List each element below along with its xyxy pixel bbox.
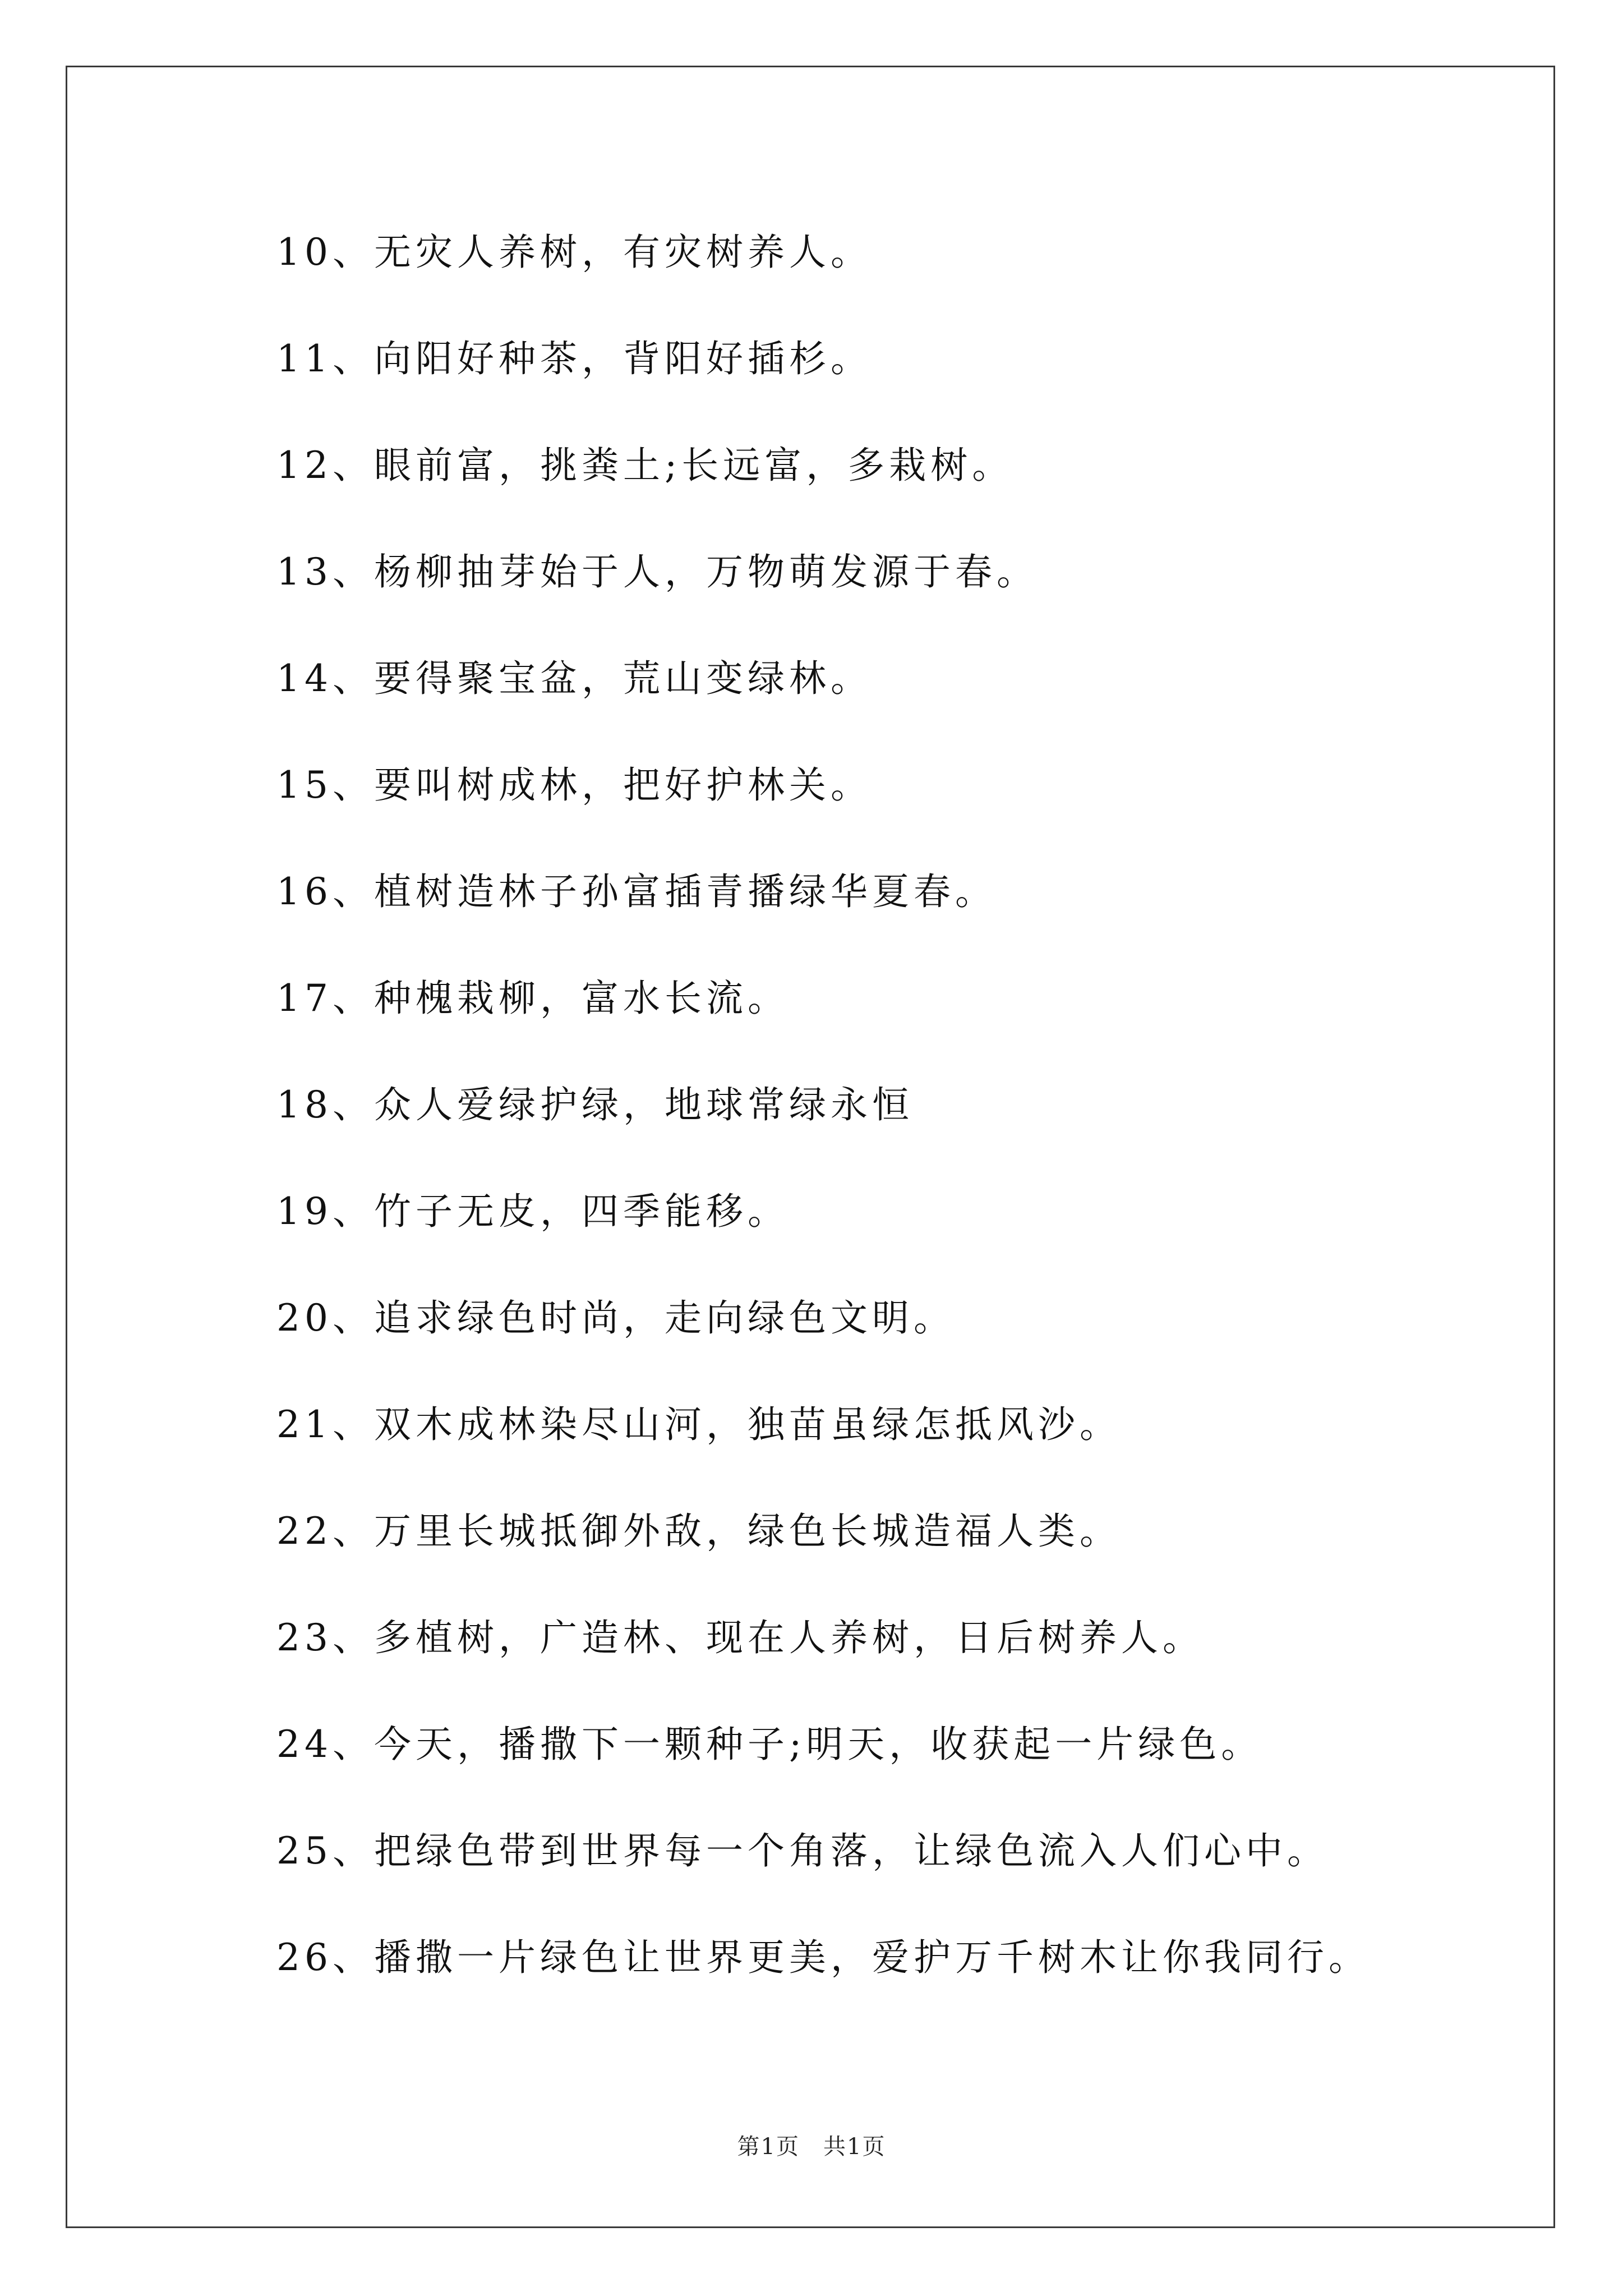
list-item: 25、把绿色带到世界每一个角落，让绿色流入人们心中。	[276, 1829, 1329, 1872]
list-item: 21、双木成林染尽山河，独苗虽绿怎抵风沙。	[276, 1403, 1121, 1446]
list-item: 18、众人爱绿护绿，地球常绿永恒	[276, 1083, 914, 1126]
page-footer: 第1页 共1页	[737, 2134, 886, 2160]
list-item: 10、无灾人养树，有灾树养人。	[276, 231, 872, 274]
list-item: 26、播撒一片绿色让世界更美，爱护万千树木让你我同行。	[276, 1936, 1370, 1979]
list-item: 16、植树造林子孙富插青播绿华夏春。	[276, 870, 997, 913]
list-item: 23、多植树，广造林、现在人养树，日后树养人。	[276, 1616, 1204, 1659]
list-item: 15、要叫树成林，把好护林关。	[276, 763, 872, 807]
list-item: 13、杨柳抽芽始于人，万物萌发源于春。	[276, 550, 1038, 593]
list-item: 11、向阳好种茶，背阳好插杉。	[276, 337, 872, 380]
list-item: 14、要得聚宝盆，荒山变绿林。	[276, 657, 872, 700]
list-item: 20、追求绿色时尚，走向绿色文明。	[276, 1296, 955, 1340]
list-item: 19、竹子无皮，四季能移。	[276, 1190, 789, 1233]
list-item: 17、种槐栽柳，富水长流。	[276, 977, 789, 1020]
list-item: 12、眼前富，挑粪土;长远富，多栽树。	[276, 444, 1014, 487]
list-item: 24、今天，播撒下一颗种子;明天，收获起一片绿色。	[276, 1723, 1263, 1766]
proverb-list	[276, 224, 1370, 2036]
list-item: 22、万里长城抵御外敌，绿色长城造福人类。	[276, 1510, 1121, 1553]
